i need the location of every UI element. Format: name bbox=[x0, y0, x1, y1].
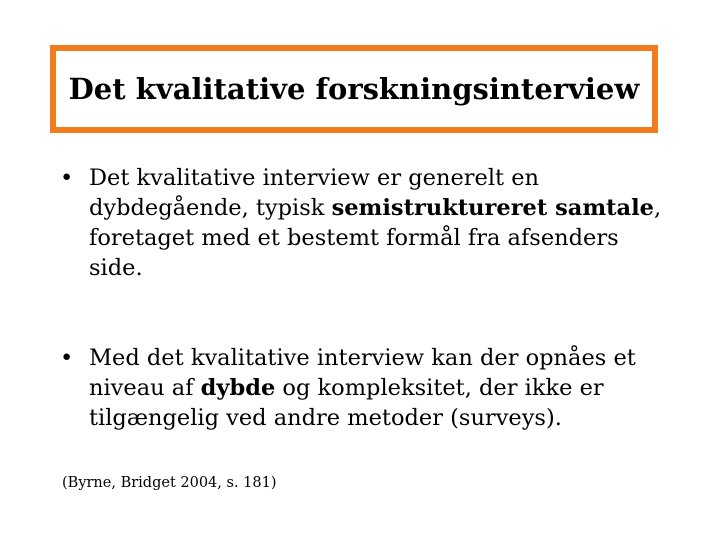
title-box bbox=[50, 45, 658, 133]
bullet-text bbox=[89, 163, 662, 283]
bullet-item bbox=[62, 343, 662, 433]
bullet-text-part: Det kvalitative interview er generelt en dybdegående, typisk bbox=[89, 165, 540, 221]
bullet-emphasis: semistruktureret samtale bbox=[331, 195, 654, 221]
bullet-dot-icon: • bbox=[60, 165, 74, 191]
bullet-text-part: Med det kvalitative interview kan der opnåes et niveau af bbox=[89, 345, 636, 401]
bullet-item bbox=[62, 163, 662, 283]
slide-title: Det kvalitative forskningsinterview bbox=[68, 72, 640, 106]
bullet-text-part: , foretaget med et bestemt formål fra afsenders side. bbox=[89, 195, 662, 281]
bullet-text-part: og kompleksitet, der ikke er tilgængelig ved andre metoder (surveys). bbox=[89, 375, 604, 431]
bullet-emphasis: dybde bbox=[200, 375, 276, 401]
bullet-text bbox=[89, 343, 662, 433]
bullet-dot-icon: • bbox=[60, 345, 74, 371]
citation: (Byrne, Bridget 2004, s. 181) bbox=[62, 475, 277, 491]
